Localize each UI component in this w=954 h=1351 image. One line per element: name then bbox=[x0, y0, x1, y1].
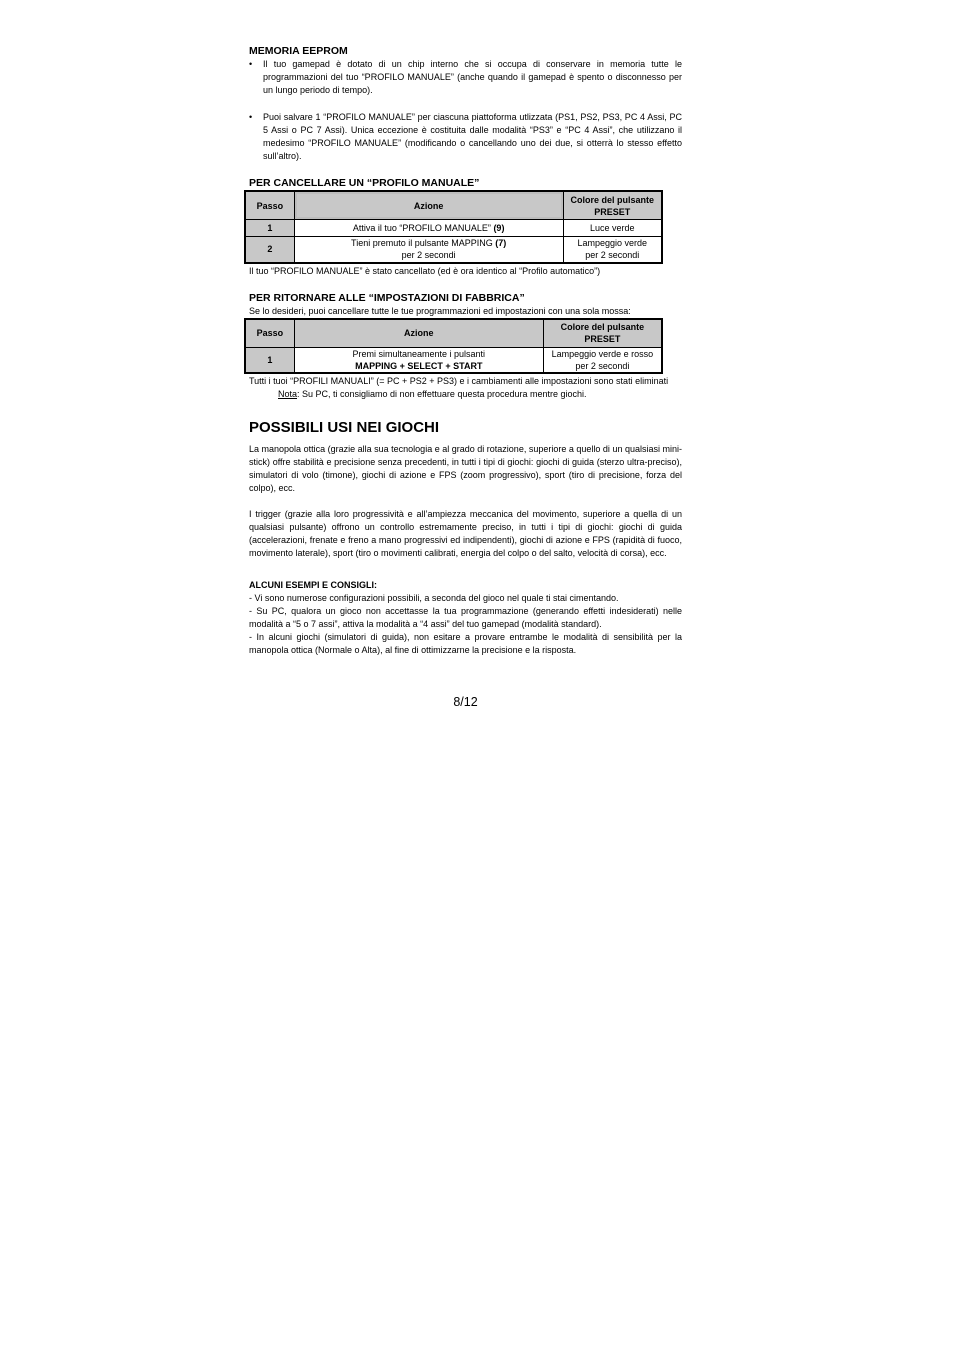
table-header-row bbox=[245, 191, 662, 220]
nota-label: Nota bbox=[278, 389, 298, 399]
header-step: Passo bbox=[245, 191, 294, 220]
row-1-color: Luce verde bbox=[563, 220, 662, 237]
nota-text: : Su PC, ti consigliamo di non effettuare questa procedura mentre giochi. bbox=[297, 389, 587, 399]
memoria-bullets bbox=[249, 58, 682, 97]
reset-row-action-line1: Premi simultaneamente i pulsanti bbox=[352, 348, 486, 359]
ritornare-note: Tutti i tuoi “PROFILI MANUALI” (= PC + PS2 + PS3) e i cambiamenti alle impostazioni sono stati eliminati bbox=[249, 376, 669, 386]
esempi-item-2: - Su PC, qualora un gioco non accettasse la tua programmazione (generando effetti indesiderati) nelle modalità a “5 o 7 assi”, attiva la modalità a “4 assi” del tuo gamepad (modalità standard). bbox=[249, 606, 682, 629]
esempi-title: ALCUNI ESEMPI E CONSIGLI: bbox=[249, 580, 378, 590]
usi-title: POSSIBILI USI NEI GIOCHI bbox=[249, 419, 440, 436]
table-row bbox=[245, 220, 662, 237]
manual-page bbox=[249, 44, 682, 709]
row-1-action-ref: (9) bbox=[493, 223, 505, 233]
memoria-bullet-2-text: Puoi salvare 1 “PROFILO MANUALE” per ciascuna piattoforma utlizzata (PS1, PS2, PS3, PC 4 Assi, PC 5 Assi o PC 7 Assi). Unica eccezione è costituita dalle modalità “PS3” e “PC 4 Assi”, che utilizzano il medesimo “PROFILO MANUALE” (modificando o cancellando uno dei due, si otterrà lo stesso effetto sull’altro). bbox=[263, 112, 682, 161]
header-color-line1: Colore del pulsante bbox=[560, 322, 645, 332]
ritornare-table bbox=[244, 318, 663, 375]
header-color-line1: Colore del pulsante bbox=[570, 194, 654, 205]
row-2-action-text: Tieni premuto il pulsante MAPPING bbox=[351, 238, 496, 249]
reset-row-color-line1: Lampeggio verde e rosso bbox=[551, 348, 654, 359]
header-color bbox=[563, 191, 662, 220]
reset-row-action-line2: MAPPING + SELECT + START bbox=[355, 360, 483, 371]
row-1-action bbox=[294, 220, 563, 237]
ritornare-title: PER RITORNARE ALLE “IMPOSTAZIONI DI FABBRICA” bbox=[249, 291, 525, 304]
table-row bbox=[245, 237, 662, 263]
memoria-bullets-2 bbox=[249, 111, 682, 163]
header-color bbox=[543, 319, 662, 348]
row-2-color-line2: per 2 secondi bbox=[585, 250, 640, 261]
reset-row-color-line2: per 2 secondi bbox=[575, 360, 630, 371]
reset-row-action bbox=[294, 347, 543, 373]
memoria-bullet-1 bbox=[249, 58, 682, 97]
cancellare-title: PER CANCELLARE UN “PROFILO MANUALE” bbox=[249, 177, 480, 189]
esempi-item-3: - In alcuni giochi (simulatori di guida), non esitare a provare entrambe le modalità di sensibilità per la manopola ottica (Normale o Alta), al fine di ottimizzarne la precisione e la risposta. bbox=[249, 632, 682, 655]
bullet-icon: • bbox=[249, 59, 253, 69]
ritornare-intro: Se lo desideri, puoi cancellare tutte le tue programmazioni ed impostazioni con una sola mossa: bbox=[249, 305, 631, 316]
header-action: Azione bbox=[294, 319, 543, 348]
row-2-action-line2: per 2 secondi bbox=[401, 250, 456, 261]
page-number: 8/12 bbox=[453, 695, 478, 709]
header-action: Azione bbox=[294, 191, 563, 220]
row-1-action-text: Attiva il tuo “PROFILO MANUALE” bbox=[352, 223, 494, 233]
table-header-row bbox=[245, 319, 662, 348]
memoria-bullet-1-text: Il tuo gamepad è dotato di un chip interno che si occupa di conservare in memoria tutte le programmazioni del tuo “PROFILO MANUALE” (anche quando il gamepad è spento o disconnesso per un lungo periodo di tempo). bbox=[263, 59, 682, 95]
row-1-step: 1 bbox=[245, 220, 294, 237]
row-2-action-ref: (7) bbox=[495, 238, 507, 249]
usi-para-1: La manopola ottica (grazie alla sua tecnologia e al grado di rotazione, superiore a quello di un qualsiasi mini-stick) offre stabilità e precisione senza precedenti, in tutti i tipi di giochi: giochi di guida (sterzo ultra-preciso), simulatori di volo (timone), giochi di azione e FPS (zoom progressivo), sport (tiro di precisione, forza del colpo), ecc. bbox=[249, 444, 682, 493]
bullet-icon: • bbox=[249, 112, 253, 122]
table-row bbox=[245, 347, 662, 373]
esempi-item-1: - Vi sono numerose configurazioni possibili, a seconda del gioco nel quale ti stai cimentando. bbox=[249, 593, 619, 603]
row-2-color bbox=[563, 237, 662, 263]
header-step: Passo bbox=[245, 319, 294, 348]
usi-para-2: I trigger (grazie alla loro progressività e all’ampiezza meccanica del movimento, superiore a quella di un qualsiasi pulsante) offrono un controllo estremamente preciso, in tutti i tipi di giochi: giochi di guida (accelerazioni, frenate e freno a mano progressivi ed indipendenti), giochi di azione e FPS (rapidità di fuoco, movimento laterale), sport (tiro o movimenti calibrati, energia del colpo o del salto, velocità di corsa), ecc. bbox=[249, 509, 682, 558]
reset-row-step: 1 bbox=[245, 347, 294, 373]
row-2-step: 2 bbox=[245, 237, 294, 263]
row-2-color-line1: Lampeggio verde bbox=[577, 238, 648, 249]
memoria-bullet-2 bbox=[249, 111, 682, 163]
header-color-line2: PRESET bbox=[584, 334, 621, 344]
reset-row-color bbox=[543, 347, 662, 373]
cancellare-note: Il tuo “PROFILO MANUALE” è stato cancellato (ed è ora identico al “Profilo automatico”) bbox=[249, 265, 601, 276]
nota-line bbox=[249, 388, 682, 401]
cancellare-table bbox=[244, 190, 663, 264]
memoria-title: MEMORIA EEPROM bbox=[249, 45, 348, 57]
header-color-line2: PRESET bbox=[594, 206, 631, 217]
row-2-action bbox=[294, 237, 563, 263]
